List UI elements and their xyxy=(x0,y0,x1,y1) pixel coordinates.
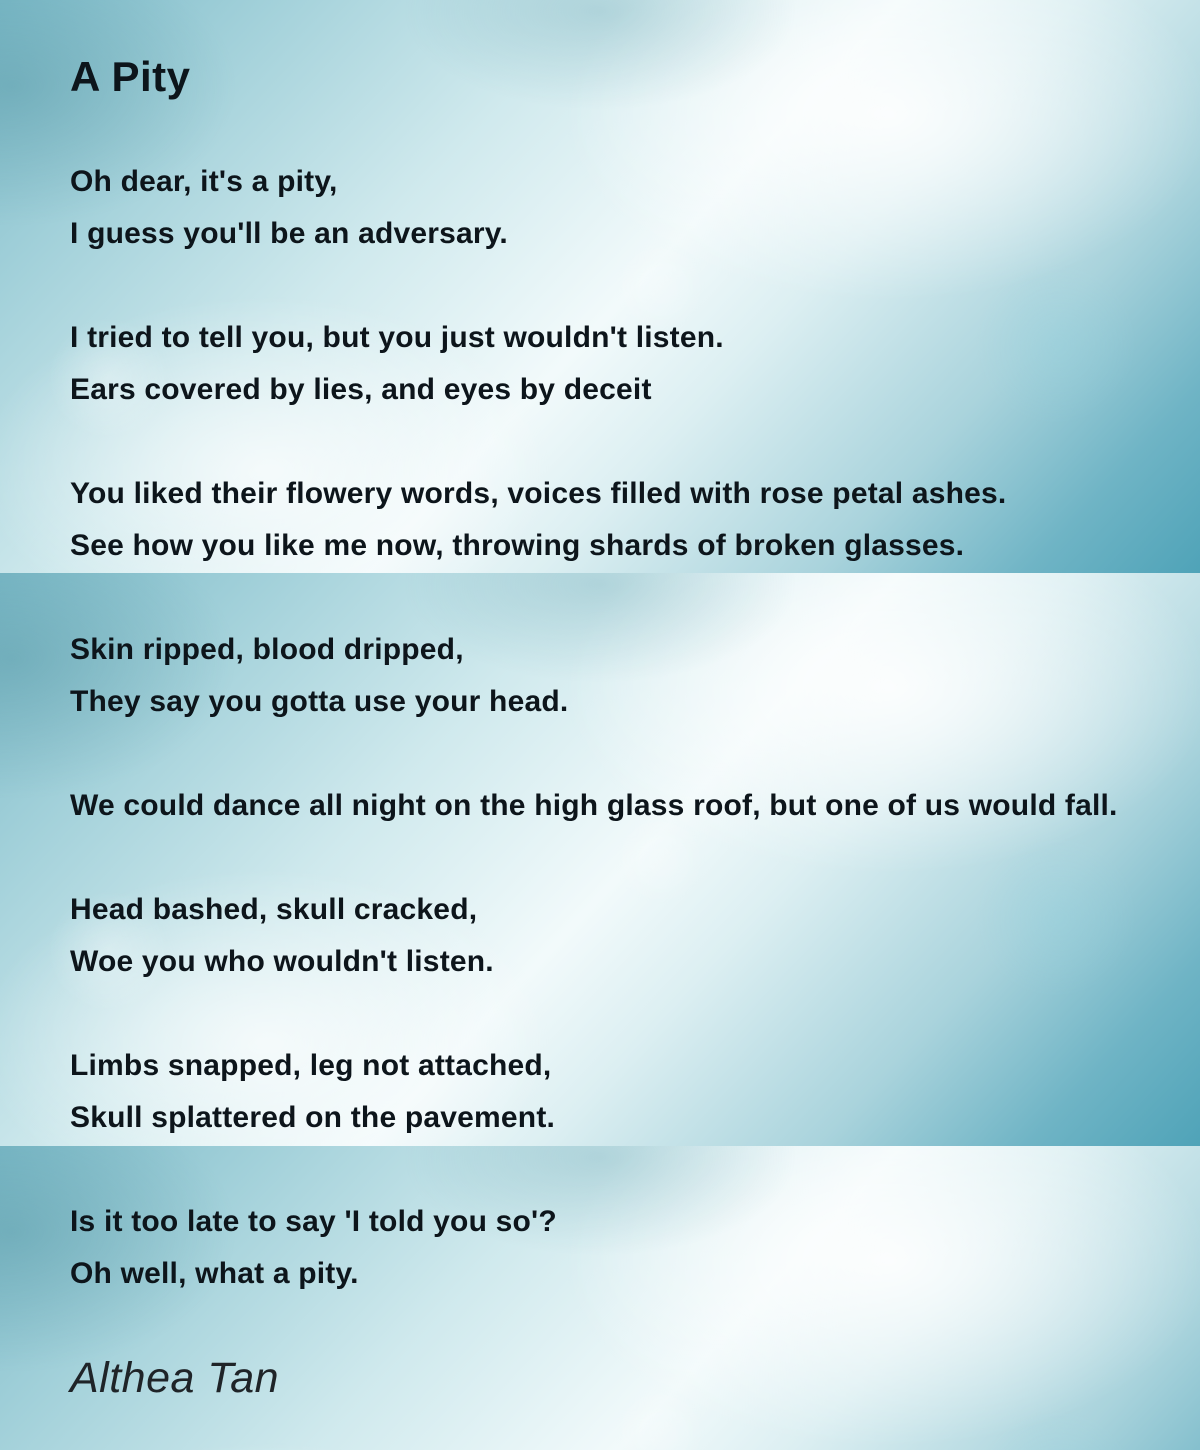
poem-line: We could dance all night on the high glass roof, but one of us would fall. xyxy=(70,789,1118,822)
poem-line: Ears covered by lies, and eyes by deceit xyxy=(70,373,652,406)
stanza xyxy=(70,468,1190,572)
stanza xyxy=(70,884,1190,988)
stanza xyxy=(70,624,1190,728)
stanza xyxy=(70,1040,1190,1144)
stanza xyxy=(70,1196,1190,1300)
poem-page xyxy=(70,0,1190,1404)
poem-line: They say you gotta use your head. xyxy=(70,685,569,718)
poem-line: Head bashed, skull cracked, xyxy=(70,893,478,926)
stanza xyxy=(70,156,1190,260)
poem-line: Limbs snapped, leg not attached, xyxy=(70,1049,552,1082)
poem-line: I guess you'll be an adversary. xyxy=(70,217,508,250)
poem-line: I tried to tell you, but you just wouldn't listen. xyxy=(70,321,724,354)
poem-line: Is it too late to say 'I told you so'? xyxy=(70,1205,557,1238)
poem-line: See how you like me now, throwing shards of broken glasses. xyxy=(70,529,965,562)
poem-author: Althea Tan xyxy=(70,1354,280,1402)
stanza xyxy=(70,780,1190,832)
poem-line: You liked their flowery words, voices filled with rose petal ashes. xyxy=(70,477,1007,510)
poem-body xyxy=(70,156,1190,1300)
stanza xyxy=(70,312,1190,416)
poem-title: A Pity xyxy=(70,53,191,100)
poem-line: Woe you who wouldn't listen. xyxy=(70,945,494,978)
poem-line: Skull splattered on the pavement. xyxy=(70,1101,556,1134)
poem-line: Skin ripped, blood dripped, xyxy=(70,633,464,666)
poem-line: Oh dear, it's a pity, xyxy=(70,165,338,198)
poem-line: Oh well, what a pity. xyxy=(70,1257,359,1290)
